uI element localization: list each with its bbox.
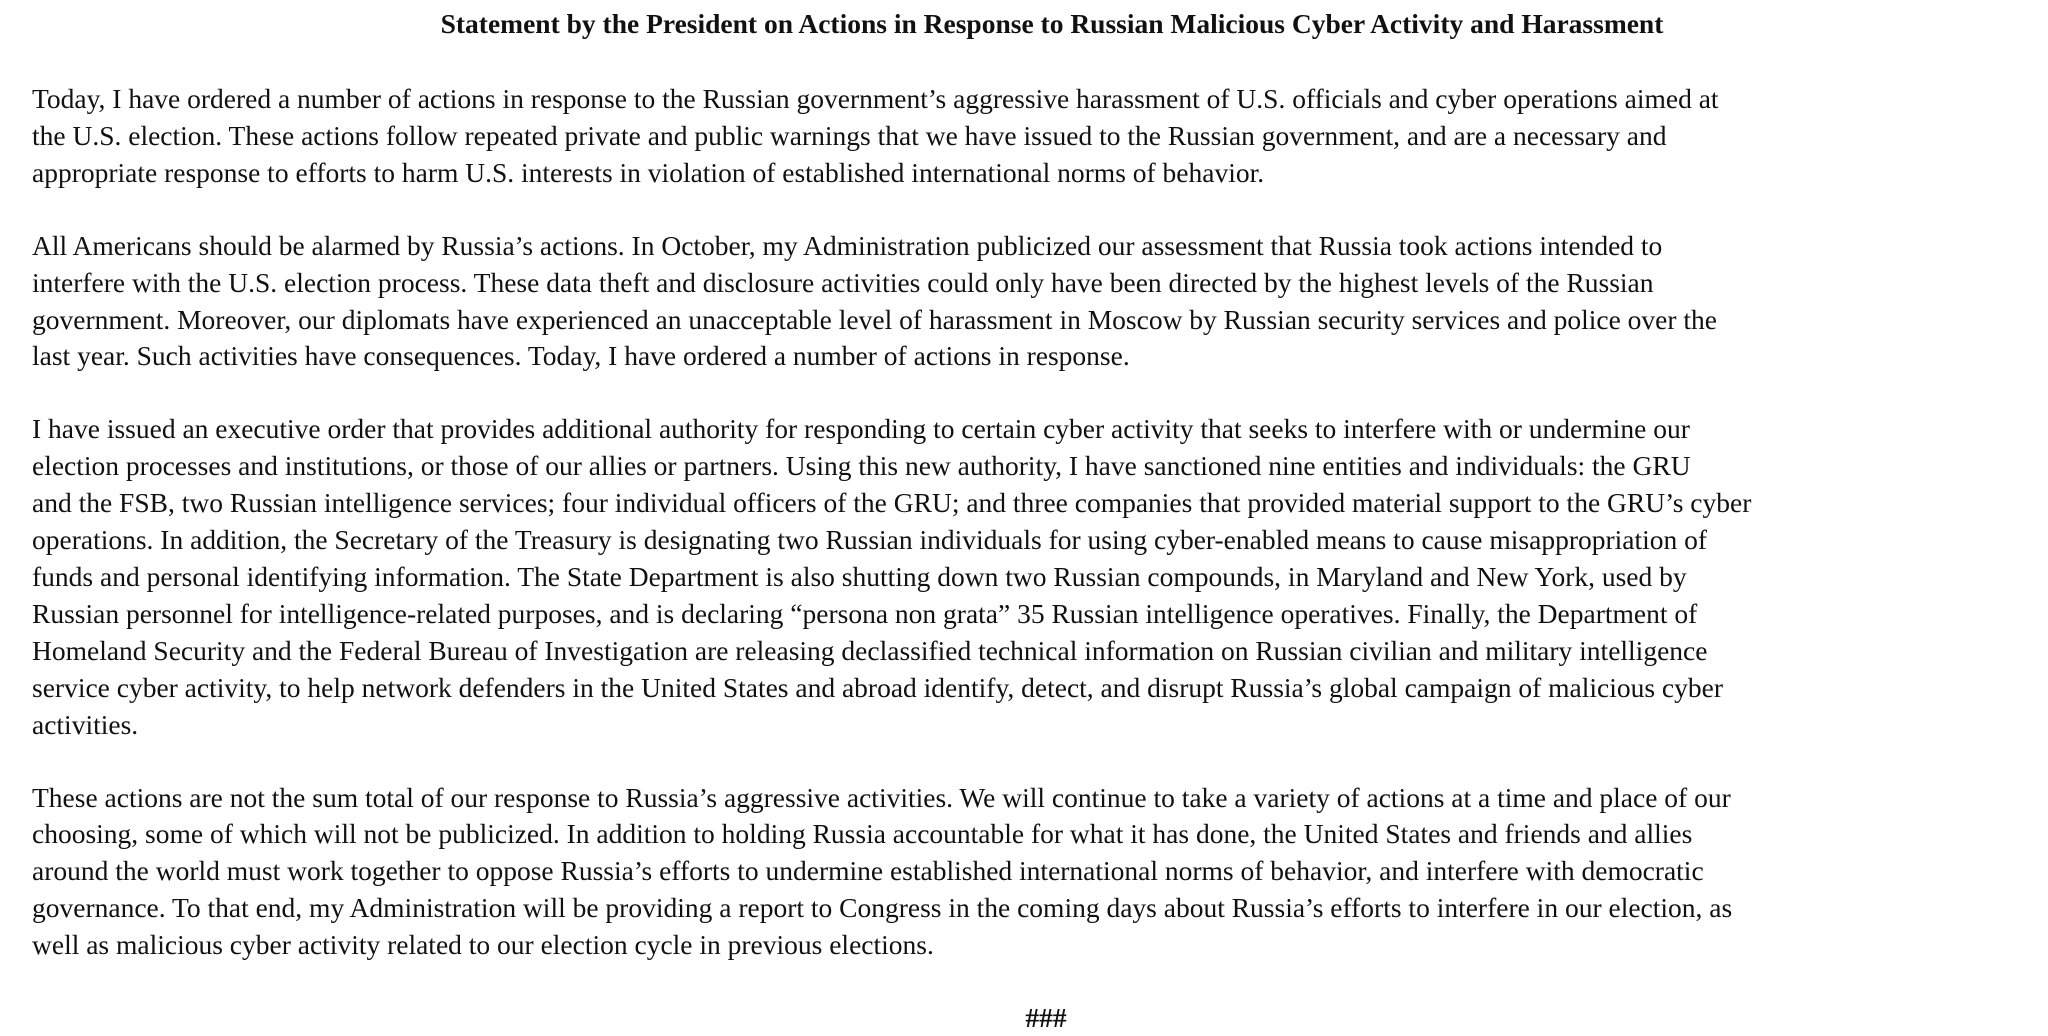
text-line: funds and personal identifying information. The State Department is also shutting down two Russian compounds, in Maryland and New York, used by (32, 560, 1687, 592)
spacer (32, 192, 2032, 228)
text-line: and the FSB, two Russian intelligence services; four individual officers of the GRU; and three companies that provided material support to the GRU’s cyber (32, 487, 1752, 519)
text-line: around the world must work together to oppose Russia’s efforts to undermine established international norms of behavior, and interfere with democratic (32, 855, 1704, 887)
text-line: All Americans should be alarmed by Russia’s actions. In October, my Administration publicized our assessment that Russia took actions intended to (32, 229, 1663, 261)
paragraph-1 (32, 81, 2032, 192)
spacer (32, 375, 2032, 411)
paragraph-4 (32, 780, 2032, 965)
text-line: the U.S. election. These actions follow repeated private and public warnings that we have issued to the Russian government, and are a necessary and (32, 119, 1667, 151)
document-title: Statement by the President on Actions in Response to Russian Malicious Cyber Activity and Harassment (440, 8, 1664, 39)
text-line: governance. To that end, my Administration will be providing a report to Congress in the coming days about Russia’s efforts to interfere in our election, as (32, 892, 1733, 924)
text-line: government. Moreover, our diplomats have experienced an unacceptable level of harassment in Moscow by Russian security services and police over the (32, 303, 1718, 335)
text-line: service cyber activity, to help network defenders in the United States and abroad identify, detect, and disrupt Russia’s global campaign of malicious cyber (32, 671, 1723, 703)
text-line: choosing, some of which will not be publicized. In addition to holding Russia accountable for what it has done, the United States and friends and allies (32, 818, 1693, 850)
text-line: These actions are not the sum total of our response to Russia’s aggressive activities. We will continue to take a variety of actions at a time and place of our (32, 781, 1731, 813)
paragraph-3 (32, 411, 2032, 743)
spacer (32, 964, 2032, 1000)
spacer (32, 744, 2032, 780)
statement-document (32, 6, 2032, 1036)
text-line: operations. In addition, the Secretary of the Treasury is designating two Russian individuals for using cyber-enabled means to cause misappropriation of (32, 524, 1708, 556)
text-line: last year. Such activities have consequences. Today, I have ordered a number of actions in response. (32, 340, 1130, 372)
text-line: Homeland Security and the Federal Bureau of Investigation are releasing declassified technical information on Russian civilian and military intelligence (32, 634, 1708, 666)
text-line: interfere with the U.S. election process. These data theft and disclosure activities could only have been directed by the highest levels of the Russian (32, 266, 1654, 298)
text-line: activities. (32, 708, 139, 740)
text-line: well as malicious cyber activity related to our election cycle in previous elections. (32, 929, 934, 961)
end-mark: ### (1025, 1002, 1067, 1034)
spacer (32, 42, 2032, 81)
text-line: Russian personnel for intelligence-related purposes, and is declaring “persona non grata” 35 Russian intelligence operatives. Finally, the Department of (32, 597, 1698, 629)
text-line: election processes and institutions, or those of our allies or partners. Using this new authority, I have sanctioned nine entities and individuals: the GRU (32, 450, 1691, 482)
paragraph-2 (32, 228, 2032, 376)
text-line: I have issued an executive order that provides additional authority for responding to certain cyber activity that seeks to interfere with or undermine our (32, 413, 1690, 445)
text-line: appropriate response to efforts to harm U.S. interests in violation of established international norms of behavior. (32, 156, 1265, 188)
text-line: Today, I have ordered a number of actions in response to the Russian government’s aggressive harassment of U.S. officials and cyber operations aimed at (32, 83, 1719, 114)
